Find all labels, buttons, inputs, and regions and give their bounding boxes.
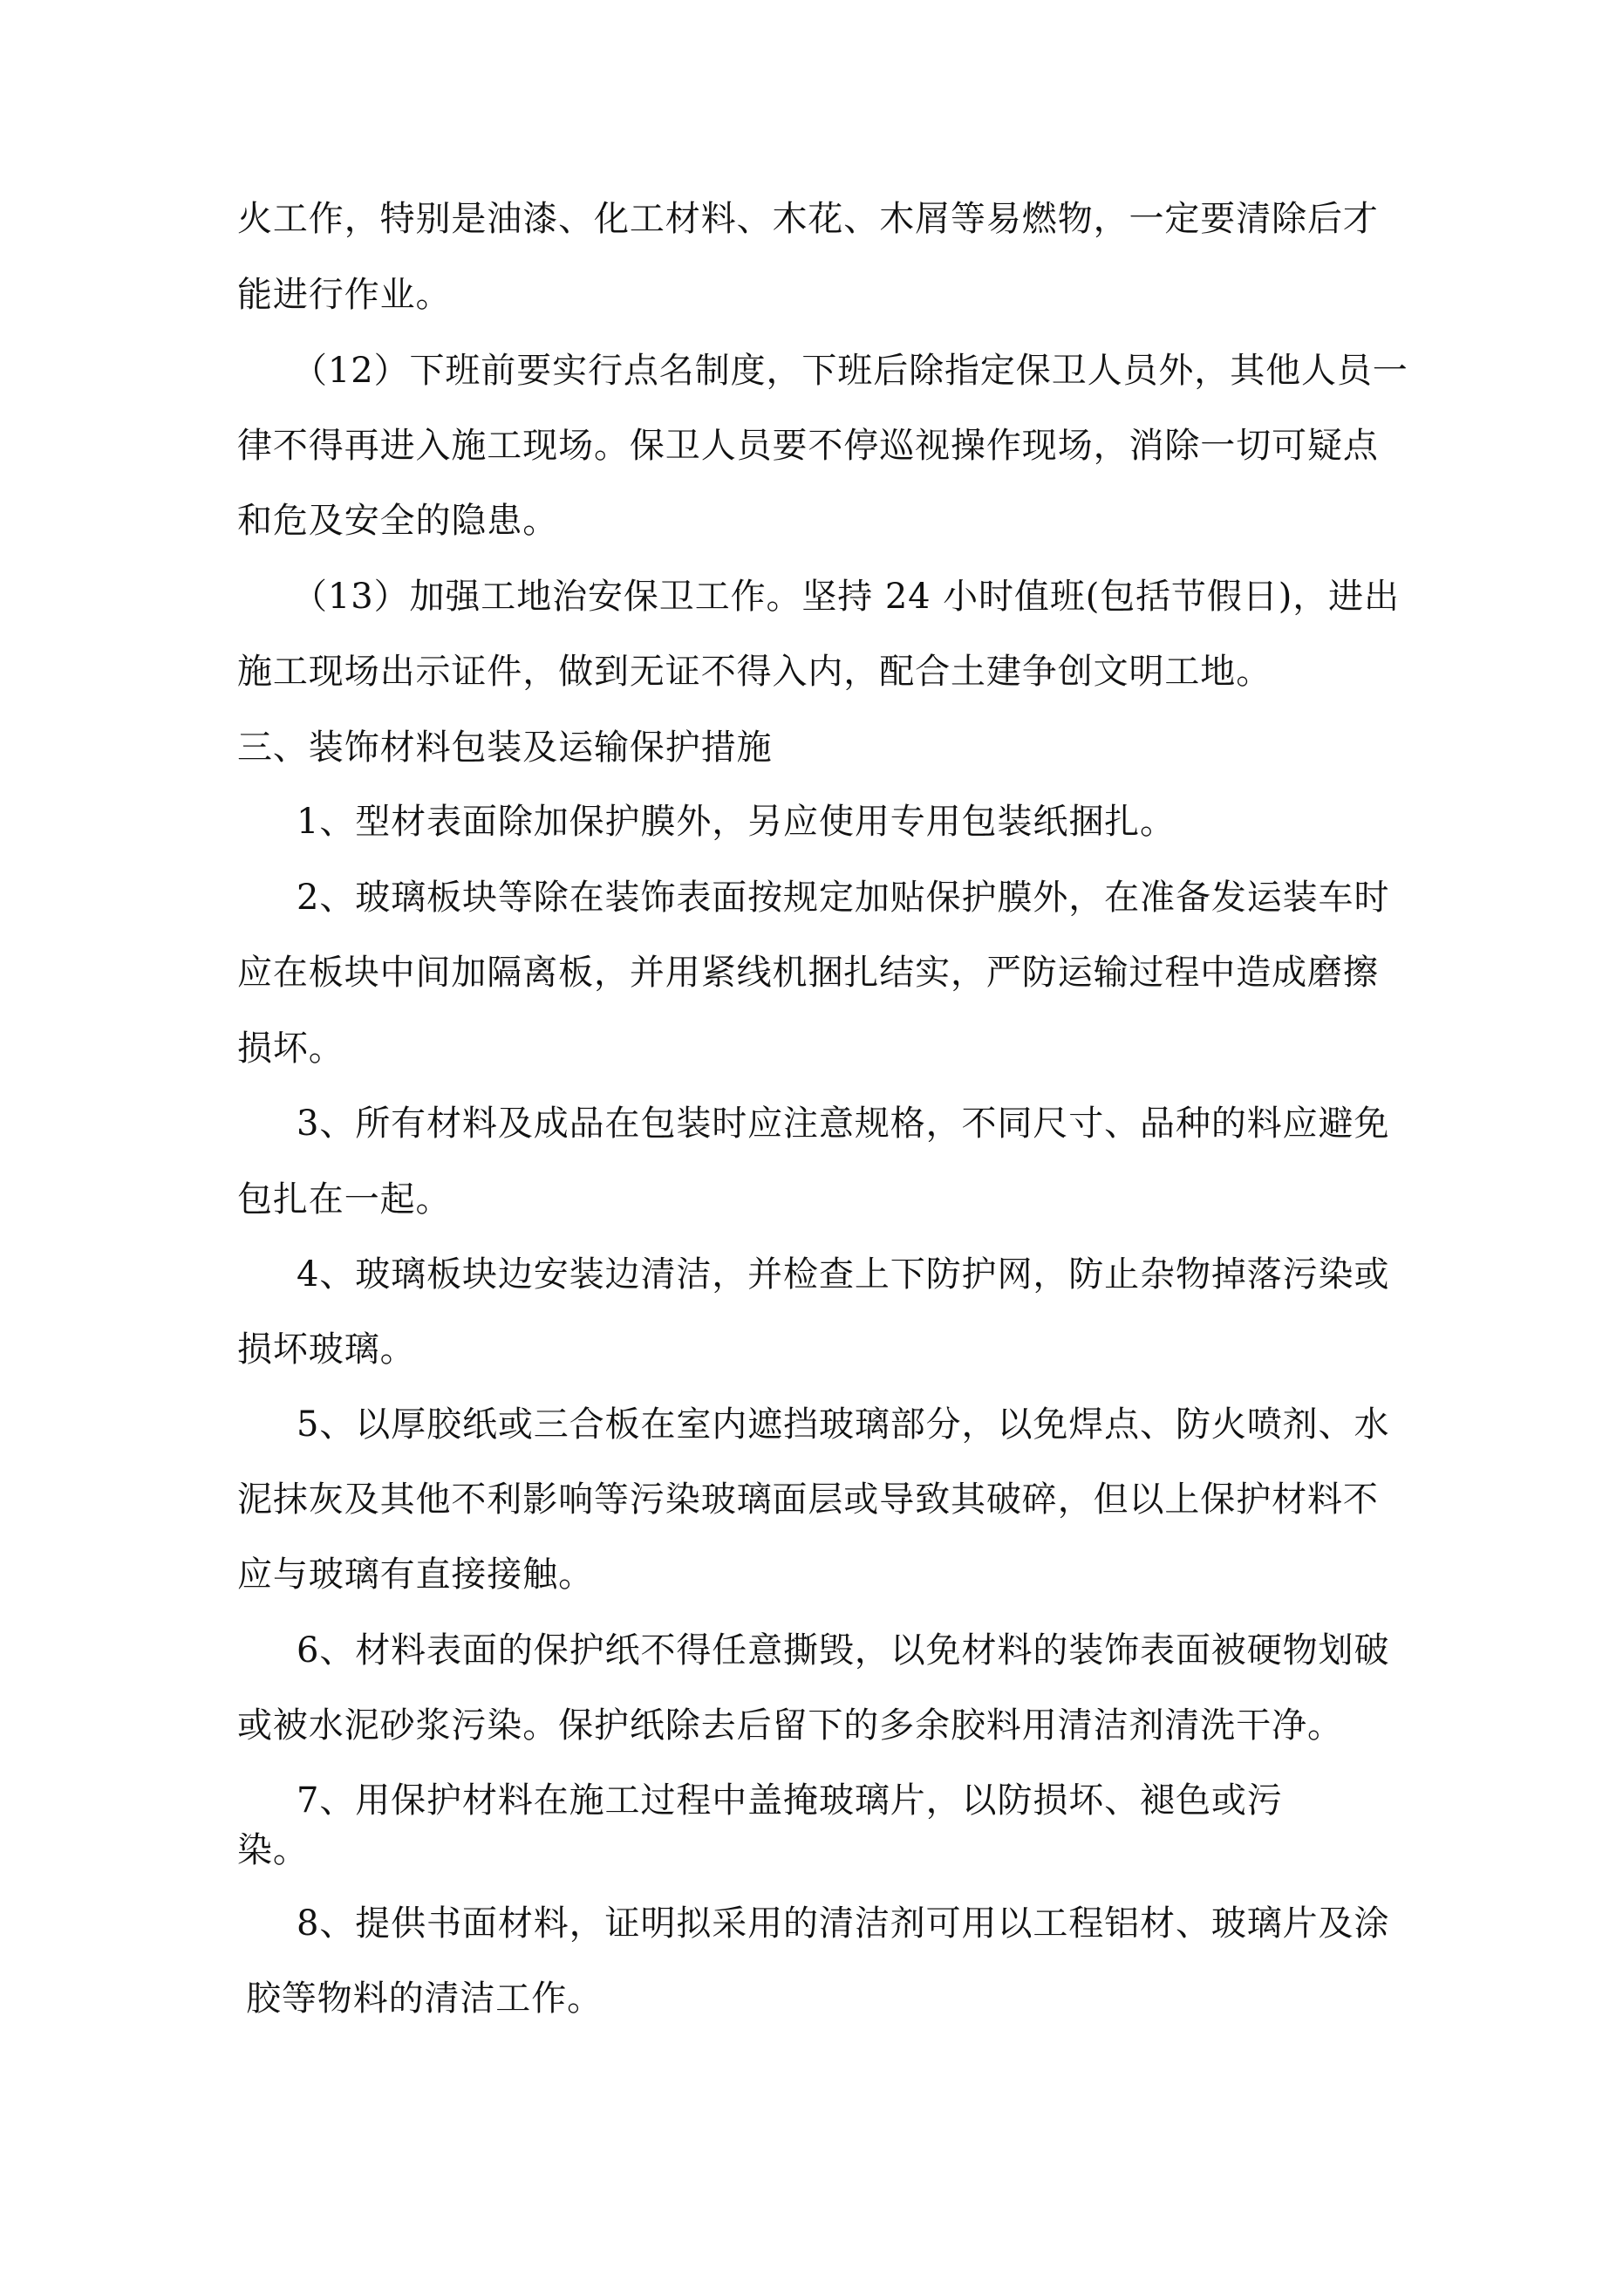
text-line: 应与玻璃有直接接触。 [237, 1555, 594, 1595]
text-line: 2、玻璃板块等除在装饰表面按规定加贴保护膜外，在准备发运装车时 [297, 878, 1390, 918]
text-line: 泥抹灰及其他不利影响等污染玻璃面层或导致其破碎，但以上保护材料不 [237, 1479, 1379, 1520]
text-line: 染。 [237, 1830, 309, 1870]
text-line: 5、以厚胶纸或三合板在室内遮挡玻璃部分，以免焊点、防火喷剂、水 [297, 1404, 1390, 1445]
text-line: 3、所有材料及成品在包装时应注意规格，不同尺寸、品种的料应避免 [297, 1104, 1390, 1144]
text-line: 律不得再进入施工现场。保卫人员要不停巡视操作现场，消除一切可疑点 [237, 426, 1379, 466]
section-heading: 三、装饰材料包装及运输保护措施 [237, 728, 773, 768]
text-line: 4、玻璃板块边安装边清洁，并检查上下防护网，防止杂物掉落污染或 [297, 1254, 1390, 1295]
text-line: 施工现场出示证件，做到无证不得入内，配合土建争创文明工地。 [237, 652, 1272, 692]
text-line: 应在板块中间加隔离板，并用紧线机捆扎结实，严防运输过程中造成磨擦 [237, 953, 1379, 993]
text-line: 能进行作业。 [237, 275, 452, 315]
text-line: （13）加强工地治安保卫工作。坚持 24 小时值班(包括节假日)，进出 [292, 577, 1400, 617]
text-line: 8、提供书面材料，证明拟采用的清洁剂可用以工程铝材、玻璃片及涂 [297, 1903, 1390, 1944]
text-line: 胶等物料的清洁工作。 [246, 1978, 603, 2019]
text-line: （12）下班前要实行点名制度，下班后除指定保卫人员外，其他人员一 [292, 351, 1408, 391]
text-line: 6、材料表面的保护纸不得任意撕毁，以免材料的装饰表面被硬物划破 [297, 1630, 1390, 1671]
text-line: 1、型材表面除加保护膜外，另应使用专用包装纸捆扎。 [297, 802, 1176, 842]
text-line: 火工作，特别是油漆、化工材料、木花、木屑等易燃物，一定要清除后才 [237, 199, 1379, 239]
text-line: 7、用保护材料在施工过程中盖掩玻璃片，以防损坏、褪色或污 [297, 1780, 1283, 1821]
text-line: 损坏玻璃。 [237, 1329, 416, 1370]
text-line: 损坏。 [237, 1028, 344, 1069]
text-line: 和危及安全的隐患。 [237, 501, 559, 541]
text-line: 或被水泥砂浆污染。保护纸除去后留下的多余胶料用清洁剂清洗干净。 [237, 1705, 1343, 1746]
text-line: 包扎在一起。 [237, 1179, 452, 1220]
